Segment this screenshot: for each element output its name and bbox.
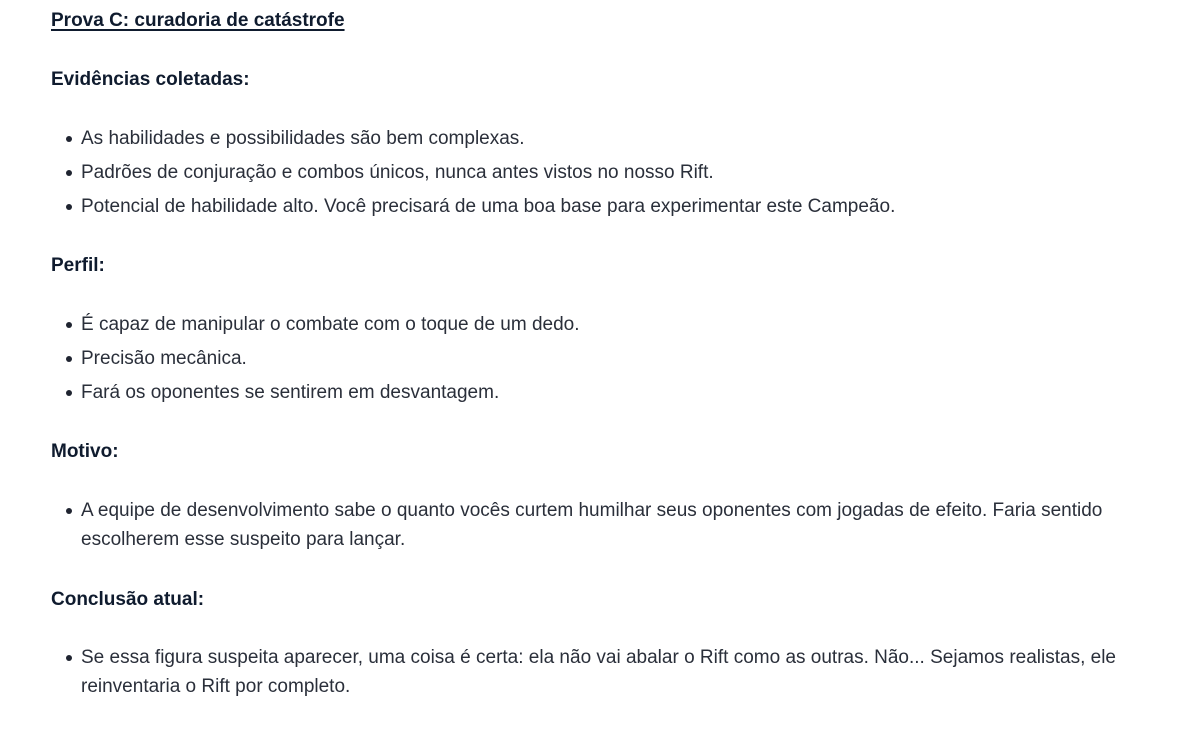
section-heading-evidencias: Evidências coletadas: [51,69,250,90]
list-item: Fará os oponentes se sentirem em desvantagem. [51,378,1130,407]
list-item: É capaz de manipular o combate com o toque de um dedo. [51,310,1130,339]
list-item: Potencial de habilidade alto. Você precisará de uma boa base para experimentar este Campeão. [51,192,1130,221]
conclusao-list [51,643,1130,706]
section-heading-motivo: Motivo: [51,441,119,462]
list-item: A equipe de desenvolvimento sabe o quanto vocês curtem humilhar seus oponentes com jogadas de efeito. Faria sentido escolherem esse suspeito para lançar. [51,496,1130,554]
perfil-list [51,310,1130,412]
section-heading-conclusao: Conclusão atual: [51,589,205,610]
page-title: Prova C: curadoria de catástrofe [51,10,345,31]
list-item: Padrões de conjuração e combos únicos, nunca antes vistos no nosso Rift. [51,158,1130,187]
list-item: As habilidades e possibilidades são bem complexas. [51,124,1130,153]
evidencias-list [51,124,1130,226]
list-item: Se essa figura suspeita aparecer, uma coisa é certa: ela não vai abalar o Rift como as outras. Não... Sejamos realistas, ele reinventaria o Rift por completo. [51,643,1130,701]
motivo-list [51,496,1130,559]
list-item: Precisão mecânica. [51,344,1130,373]
section-heading-perfil: Perfil: [51,255,105,276]
